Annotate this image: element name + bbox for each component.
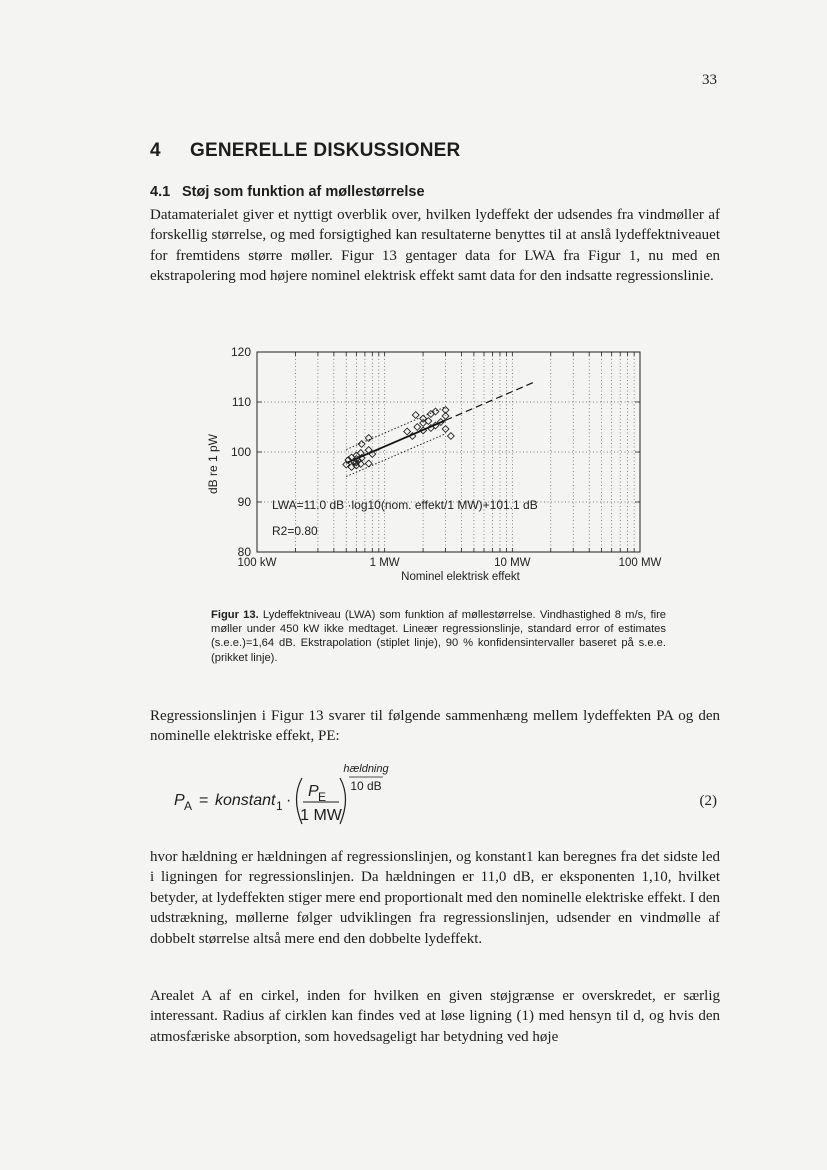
paragraph-1 [150,205,720,287]
r-squared-annotation: R2=0.80 [272,524,318,538]
regression-equation-annotation: LWA=11.0 dB ·log10(nom. effekt/1 MW)+101.1 dB [272,498,538,512]
data-point [412,412,419,419]
x-tick-label: 100 kW [237,557,277,569]
section-number: 4 [150,140,161,161]
equation-2 [150,760,720,835]
subsection-number: 4.1 [150,184,171,200]
paragraph-1-text: Datamaterialet giver et nyttigt overblik over, hvilken lydeffekt der udsendes fra vindmøller af forskellig størrelse, og med forsigtighed kan resultaterne benyttes til at anslå lydeffektniveauet for fremtidens større møller. Figur 13 gentager data for LWA fra Figur 1, nu med en ekstrapolering mod højere nominel elektrisk effekt samt data for den indsatte regressionslinie. [150,207,720,285]
extrapolation-line [446,382,535,420]
y-tick-label: 110 [231,395,251,409]
data-point [365,460,372,467]
eq-equals: = [199,792,209,809]
section-heading [150,140,460,162]
chart-grid [257,352,640,552]
paragraph-3 [150,847,720,949]
eq-num: P [308,783,319,800]
eq-exp-den: 10 dB [350,779,382,793]
subsection-heading [150,184,425,200]
eq-dot: · [286,792,292,809]
data-point [447,433,454,440]
eq-num-sub: E [318,790,327,804]
paragraph-2 [150,706,720,747]
data-point [432,408,439,415]
x-tick-label: 100 MW [618,557,662,569]
eq-lhs-sub: A [184,799,193,813]
figure-13-chart [195,340,675,595]
y-tick-label: 90 [237,495,251,509]
eq-lhs: P [174,792,185,809]
eq-den: 1 MW [300,807,342,824]
data-point [404,428,411,435]
x-tick-label: 1 MW [369,557,400,569]
data-points [343,407,454,471]
paragraph-4 [150,986,720,1047]
section-title: GENERELLE DISKUSSIONER [190,140,461,161]
equation-number: (2) [699,793,717,809]
confidence-upper-line [346,407,445,450]
caption-label: Figur 13. [211,609,259,621]
subsection-title: Støj som funktion af møllestørrelse [182,184,425,200]
y-tick-label: 100 [230,445,251,459]
eq-constant-sub: 1 [276,799,283,813]
data-point [414,424,421,431]
eq-exp-num: hældning [343,763,389,775]
x-axis-label: Nominel elektrisk effekt [401,571,520,583]
y-tick-label: 120 [230,345,251,359]
page-number: 33 [702,72,717,88]
paragraph-2-text: Regressionslinjen i Figur 13 svarer til følgende sammenhæng mellem lydeffekten PA og den nominelle elektriske effekt, PE: [150,708,720,745]
paragraph-3-text: hvor hældning er hældningen af regressionslinjen, og konstant1 kan beregnes fra det sidste led i ligningen for regressionslinjen. Da hældningen er 11,0 dB, er eksponenten 1,10, hvilket betyder, at lydeffekten stiger mere end proportionalt med den nominelle elektriske effekt. I den udstrækning, møllerne følger udviklingen fra regressionslinjen, udsender en vindmølle af dobbelt størrelse altså mere end den dobbelte lydeffekt. [150,849,720,947]
caption-text: Lydeffektniveau (LWA) som funktion af møllestørrelse. Vindhastighed 8 m/s, fire møller under 450 kW ikke medtaget. Lineær regressionslinje, standard error of estimates (s.e.e.)=1,64 dB. Ekstrapolation (stiplet linje), 90 % konfidensintervaller baseret på s.e.e. (prikket linje). [211,609,667,664]
figure-caption [211,608,666,665]
x-tick-label: 10 MW [494,557,531,569]
y-axis-label: dB re 1 pW [206,433,220,495]
eq-constant: konstant [215,792,276,809]
paragraph-4-text: Arealet A af en cirkel, inden for hvilken en given støjgrænse er overskredet, er særlig interessant. Radius af cirklen kan findes ved at løse ligning (1) med hensyn til d, og hvis den atmosfæriske absorption, som hovedsageligt har betydning ved høje [150,988,720,1045]
y-tick-label: 80 [237,545,251,559]
